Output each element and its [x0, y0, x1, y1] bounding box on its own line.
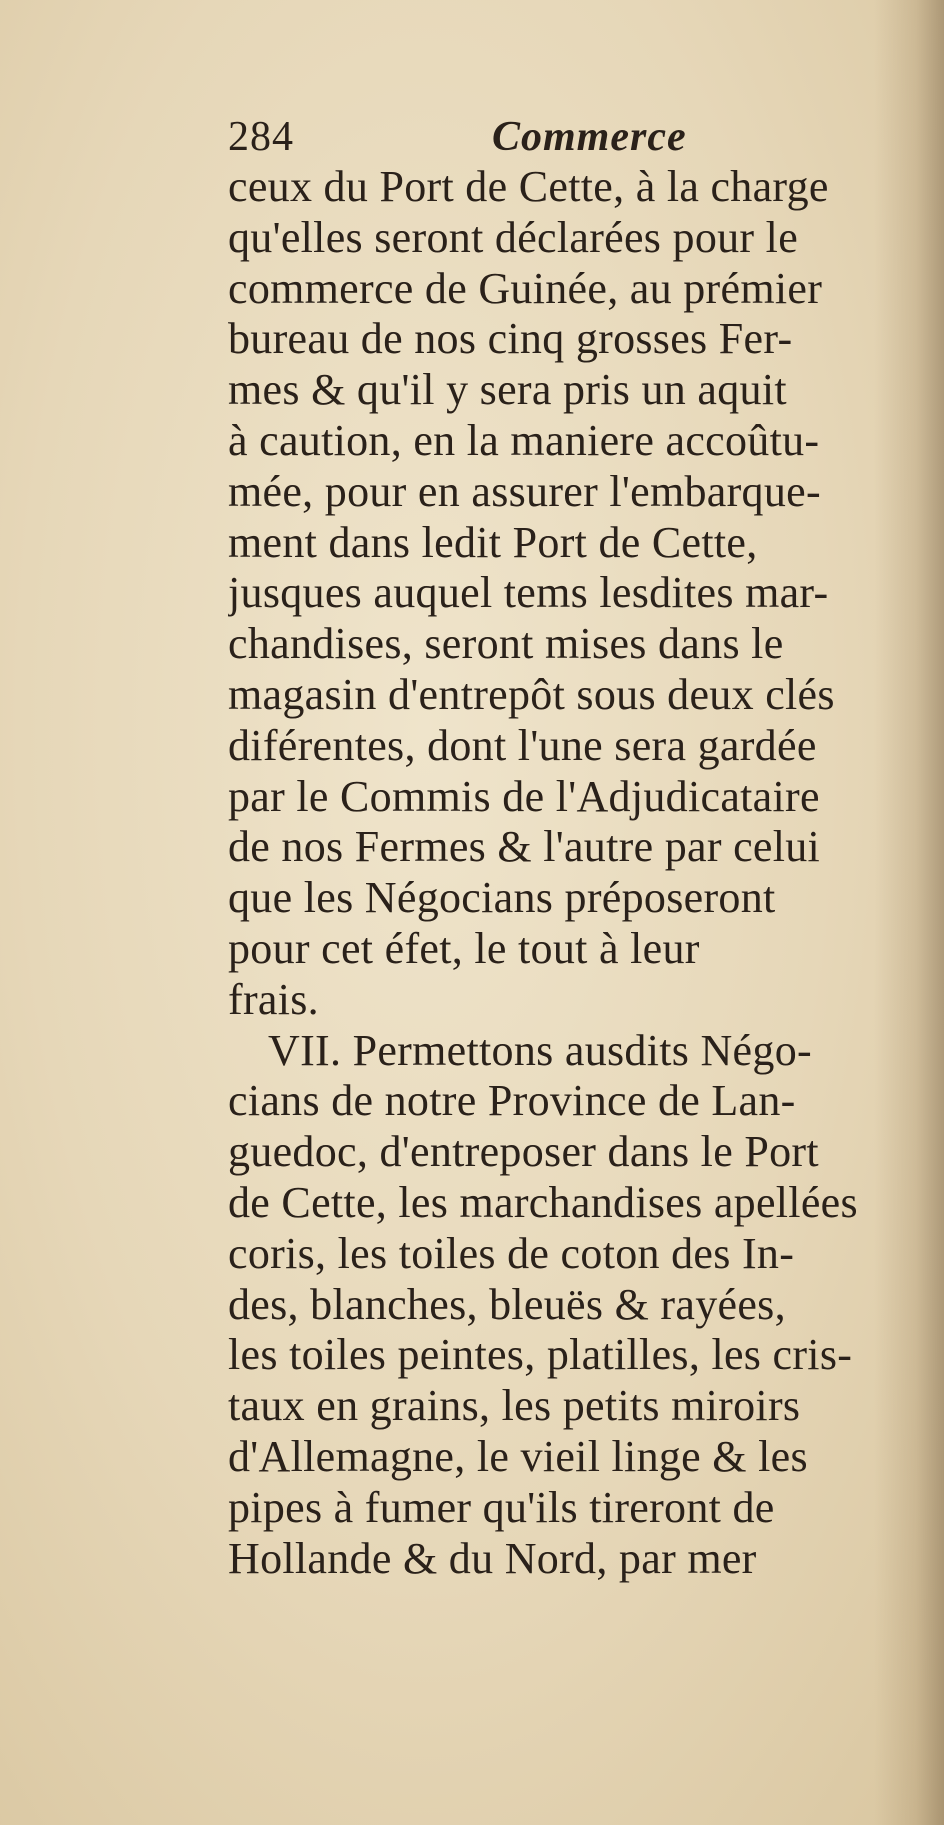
- text-line: mes & qu'il y sera pris un aquit: [228, 365, 787, 415]
- text-block: [228, 112, 908, 1584]
- text-line: de nos Fermes & l'autre par celui: [228, 822, 821, 872]
- text-line: à caution, en la maniere accoûtu-: [228, 415, 820, 465]
- text-line: cians de notre Province de Lan-: [228, 1076, 796, 1126]
- text-line: d'Allemagne, le vieil linge & les: [228, 1431, 808, 1481]
- text-line: ment dans ledit Port de Cette,: [228, 517, 758, 567]
- text-line: commerce de Guinée, au prémier: [228, 263, 823, 313]
- text-line: ceux du Port de Cette, à la charge: [228, 162, 829, 211]
- text-line: VII. Permettons ausdits Négo-: [268, 1025, 812, 1075]
- text-line: chandises, seront mises dans le: [228, 619, 784, 669]
- page-header: [228, 112, 908, 162]
- text-line: par le Commis de l'Adjudicataire: [228, 771, 820, 821]
- text-line: mée, pour en assurer l'embarque-: [228, 466, 821, 516]
- text-line: coris, les toiles de coton des In-: [228, 1228, 795, 1278]
- text-line: frais.: [228, 974, 319, 1024]
- text-line: des, blanches, bleuës & rayées,: [228, 1279, 786, 1329]
- text-line: pipes à fumer qu'ils tireront de: [228, 1482, 775, 1532]
- page-number: 284: [228, 114, 294, 160]
- text-line: que les Négocians préposeront: [228, 873, 776, 923]
- text-line: pour cet éfet, le tout à leur: [228, 923, 700, 973]
- text-line: Hollande & du Nord, par mer: [228, 1533, 757, 1583]
- text-line: qu'elles seront déclarées pour le: [228, 212, 799, 262]
- text-line: diférentes, dont l'une sera gardée: [228, 720, 817, 770]
- text-line: guedoc, d'entreposer dans le Port: [228, 1127, 819, 1177]
- text-line: les toiles peintes, platilles, les cris-: [228, 1330, 853, 1380]
- running-title: Commerce: [492, 114, 687, 160]
- body-text: [228, 162, 908, 1584]
- text-line: jusques auquel tems lesdites mar-: [228, 568, 829, 618]
- text-line: bureau de nos cinq grosses Fer-: [228, 314, 793, 364]
- text-line: taux en grains, les petits miroirs: [228, 1381, 801, 1431]
- text-line: magasin d'entrepôt sous deux clés: [228, 669, 835, 719]
- text-line: de Cette, les marchandises apellées: [228, 1177, 858, 1227]
